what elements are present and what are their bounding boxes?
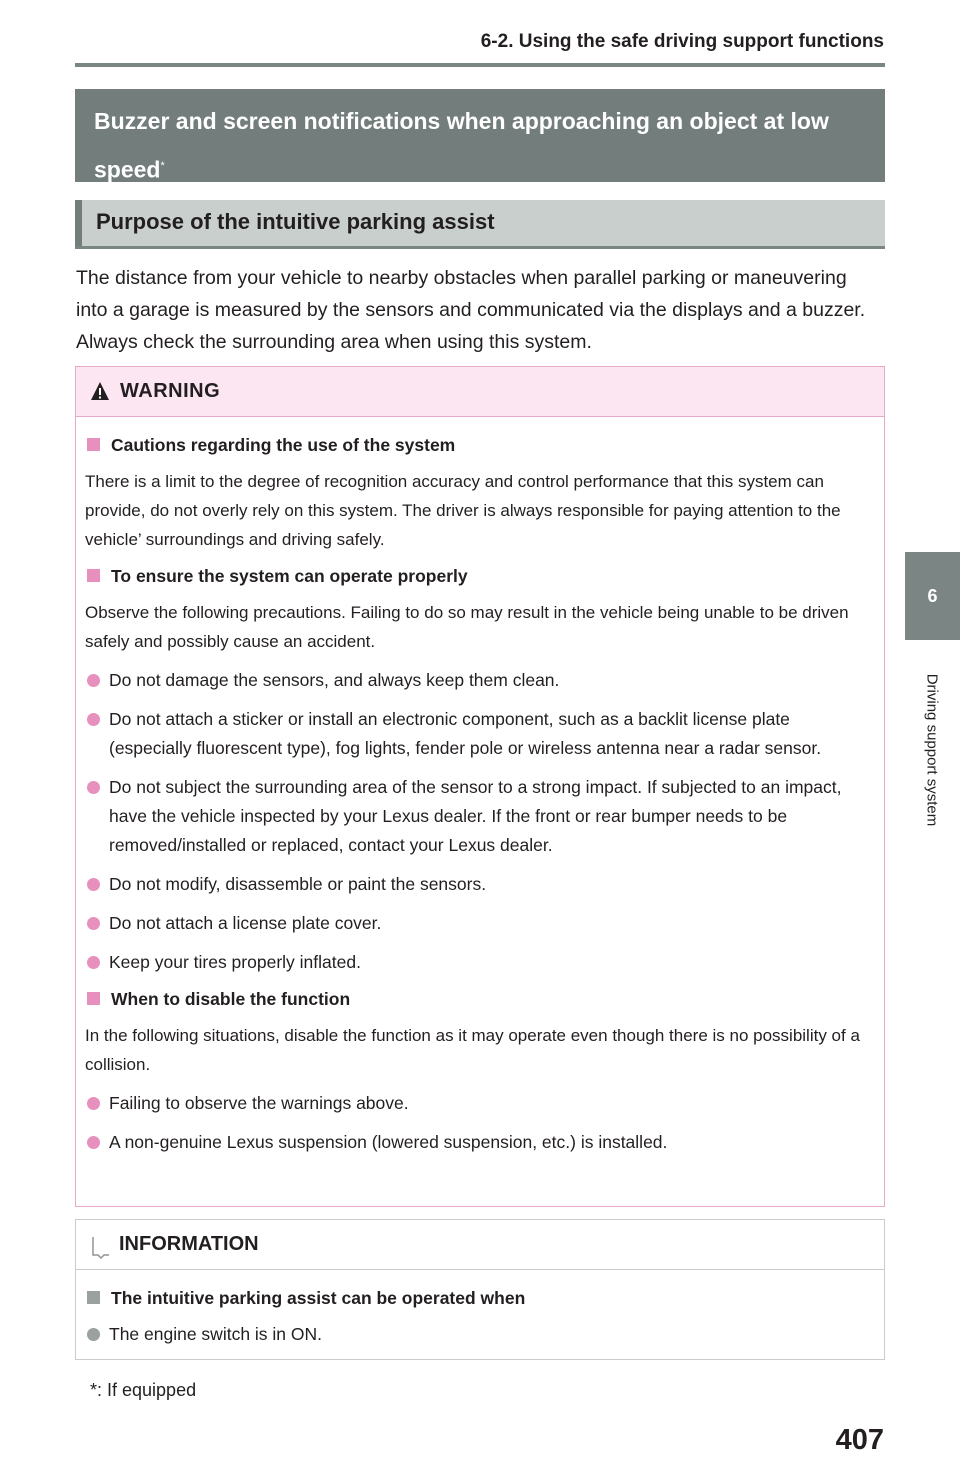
warning-section-text: There is a limit to the degree of recognition accuracy and control performance that this system can provide, do not overly rely on this system. The driver is always responsible for paying attention to the vehicle’ surroundings and driving safely. [85, 472, 841, 549]
subheading-banner [75, 200, 885, 249]
warning-triangle-icon [90, 381, 110, 401]
warning-bullet: Failing to observe the warnings above. [85, 1089, 870, 1118]
warning-bullet: Do not attach a license plate cover. [85, 909, 870, 938]
warning-header [76, 367, 884, 417]
subheading-bar [75, 200, 82, 246]
header-rule [75, 63, 885, 67]
information-box [75, 1219, 885, 1360]
section-header-title: 6-2. Using the safe driving support functions [480, 31, 884, 52]
main-heading-text: Buzzer and screen notifications when approaching an object at low speed [94, 108, 829, 183]
warning-section-heading: Cautions regarding the use of the system [85, 433, 870, 457]
information-bullet: The engine switch is in ON. [85, 1320, 870, 1349]
heading-asterisk: * [160, 160, 165, 172]
warning-section-heading: When to disable the function [85, 987, 870, 1011]
warning-bullet: Do not subject the surrounding area of the sensor to a strong impact. If subjected to an impact, have the vehicle inspected by your Lexus dealer. If the front or rear bumper needs to be removed/installed or replaced, contact your Lexus dealer. [85, 773, 870, 860]
information-body [76, 1270, 884, 1349]
chapter-label: Driving support system [923, 673, 941, 827]
warning-section-heading: To ensure the system can operate properly [85, 564, 870, 588]
chapter-number: 6 [927, 586, 938, 606]
warning-section-text: Observe the following precautions. Failing to do so may result in the vehicle being unable to be driven safely and possibly cause an accident. [85, 603, 849, 651]
warning-bullet: A non-genuine Lexus suspension (lowered suspension, etc.) is installed. [85, 1128, 870, 1157]
warning-section-text: In the following situations, disable the function as it may operate even though there is no possibility of a collision. [85, 1026, 860, 1074]
information-heading: The intuitive parking assist can be operated when [85, 1286, 870, 1310]
subheading: Purpose of the intuitive parking assist [96, 209, 495, 234]
main-heading-banner [75, 89, 885, 182]
information-note-icon [89, 1235, 113, 1259]
page-number: 407 [835, 1424, 884, 1456]
warning-bullet: Do not attach a sticker or install an electronic component, such as a backlit license plate (especially fluorescent type), fog lights, fender pole or wireless antenna near a radar sensor. [85, 705, 870, 763]
warning-bullet: Keep your tires properly inflated. [85, 948, 870, 977]
information-header [76, 1220, 884, 1270]
warning-title: WARNING [120, 380, 221, 402]
information-title: INFORMATION [119, 1233, 259, 1255]
intro-paragraph: The distance from your vehicle to nearby obstacles when parallel parking or maneuvering into a garage is measured by the sensors and communicated via the displays and a buzzer. Always check the surrounding area when using this system. [76, 267, 866, 353]
footnote: *: If equipped [90, 1380, 197, 1400]
warning-bullet: Do not modify, disassemble or paint the sensors. [85, 870, 870, 899]
warning-body [76, 417, 884, 1157]
main-heading [94, 99, 855, 193]
warning-bullet: Do not damage the sensors, and always keep them clean. [85, 666, 870, 695]
warning-box [75, 366, 885, 1207]
